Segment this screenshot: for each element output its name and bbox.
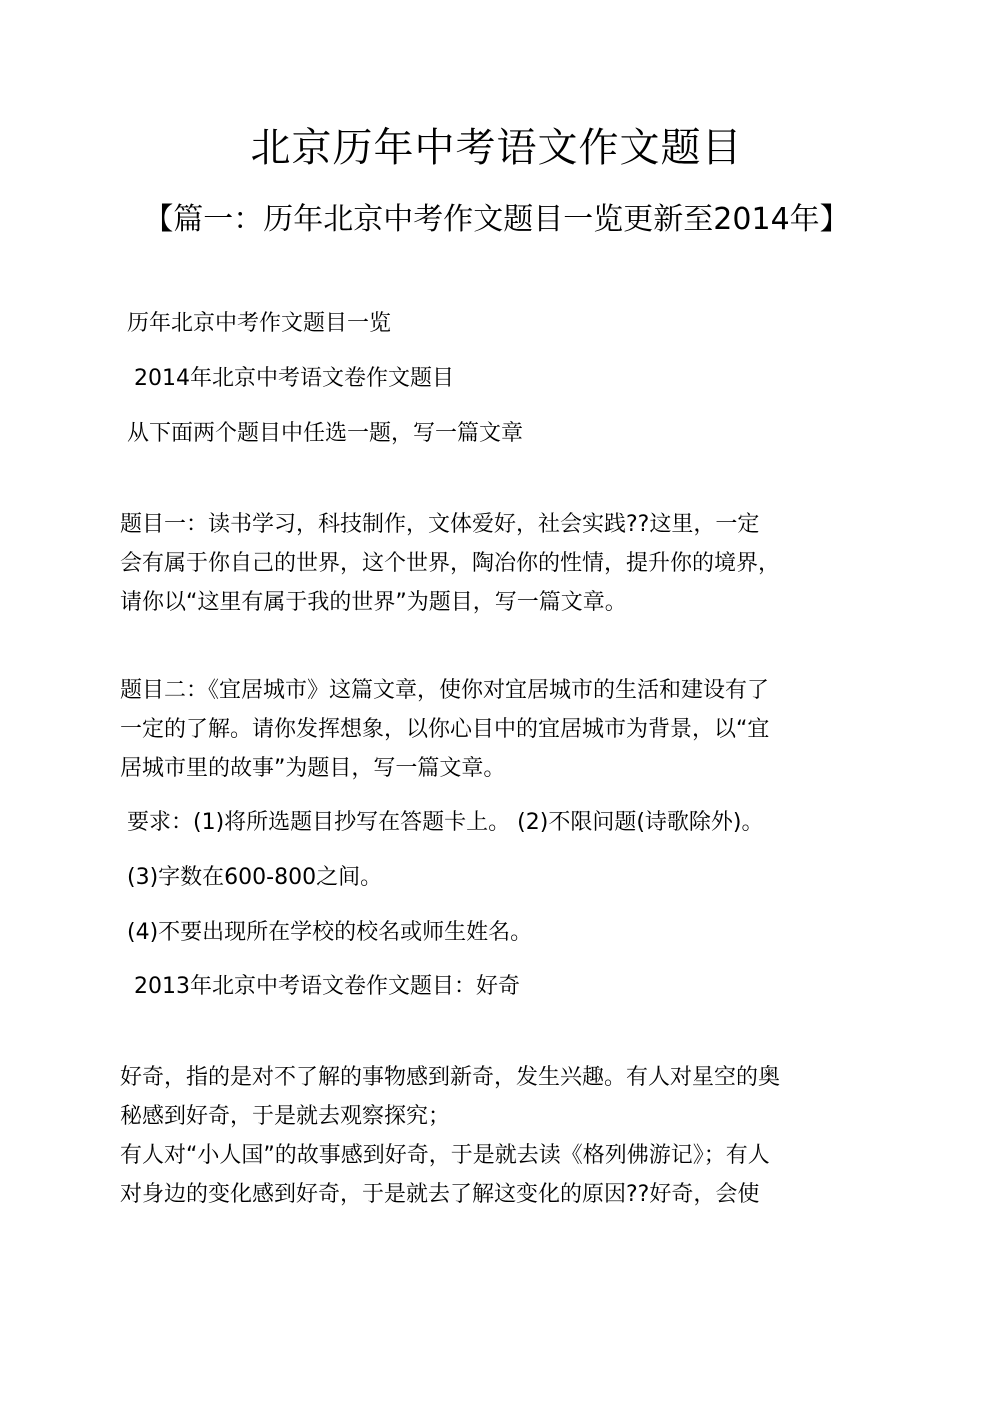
curiosity-line: 对身边的变化感到好奇，于是就去了解这变化的原因??好奇，会使 <box>120 1182 760 1207</box>
document-subtitle: 【篇一：历年北京中考作文题目一览更新至2014年】 <box>143 202 850 237</box>
topic-two-line: 一定的了解。请你发挥想象，以你心目中的宜居城市为背景，以“宜 <box>120 717 770 742</box>
curiosity-line: 秘感到好奇，于是就去观察探究； <box>120 1104 451 1129</box>
topic-two-line: 题目二：《宜居城市》这篇文章，使你对宜居城市的生活和建设有了 <box>120 678 770 703</box>
curiosity-paragraph <box>120 1058 880 1214</box>
topic-one-paragraph <box>120 505 880 622</box>
requirement-line-1: 要求：(1)将所选题目抄写在答题卡上。 (2)不限问题(诗歌除外)。 <box>127 810 764 835</box>
topic-one-line: 题目一：读书学习，科技制作，文体爱好，社会实践??这里，一定 <box>120 512 760 537</box>
document-title: 北京历年中考语文作文题目 <box>250 125 743 171</box>
topic-two-paragraph <box>120 671 880 788</box>
list-heading: 历年北京中考作文题目一览 <box>127 311 392 336</box>
year-2014-heading: 2014年北京中考语文卷作文题目 <box>134 366 454 391</box>
curiosity-line: 有人对“小人国”的故事感到好奇，于是就去读《格列佛游记》；有人 <box>120 1143 770 1168</box>
requirement-line-3: (3)字数在600-800之间。 <box>127 865 383 890</box>
topic-one-line: 会有属于你自己的世界，这个世界，陶冶你的性情，提升你的境界， <box>120 551 781 576</box>
requirement-line-4: (4)不要出现所在学校的校名或师生姓名。 <box>127 920 533 945</box>
instruction-text: 从下面两个题目中任选一题，写一篇文章 <box>127 421 524 446</box>
topic-one-line: 请你以“这里有属于我的世界”为题目，写一篇文章。 <box>120 590 627 615</box>
year-2013-heading: 2013年北京中考语文卷作文题目：好奇 <box>134 974 520 999</box>
curiosity-line: 好奇，指的是对不了解的事物感到新奇，发生兴趣。有人对星空的奥 <box>120 1065 781 1090</box>
topic-two-line: 居城市里的故事”为题目，写一篇文章。 <box>120 756 506 781</box>
